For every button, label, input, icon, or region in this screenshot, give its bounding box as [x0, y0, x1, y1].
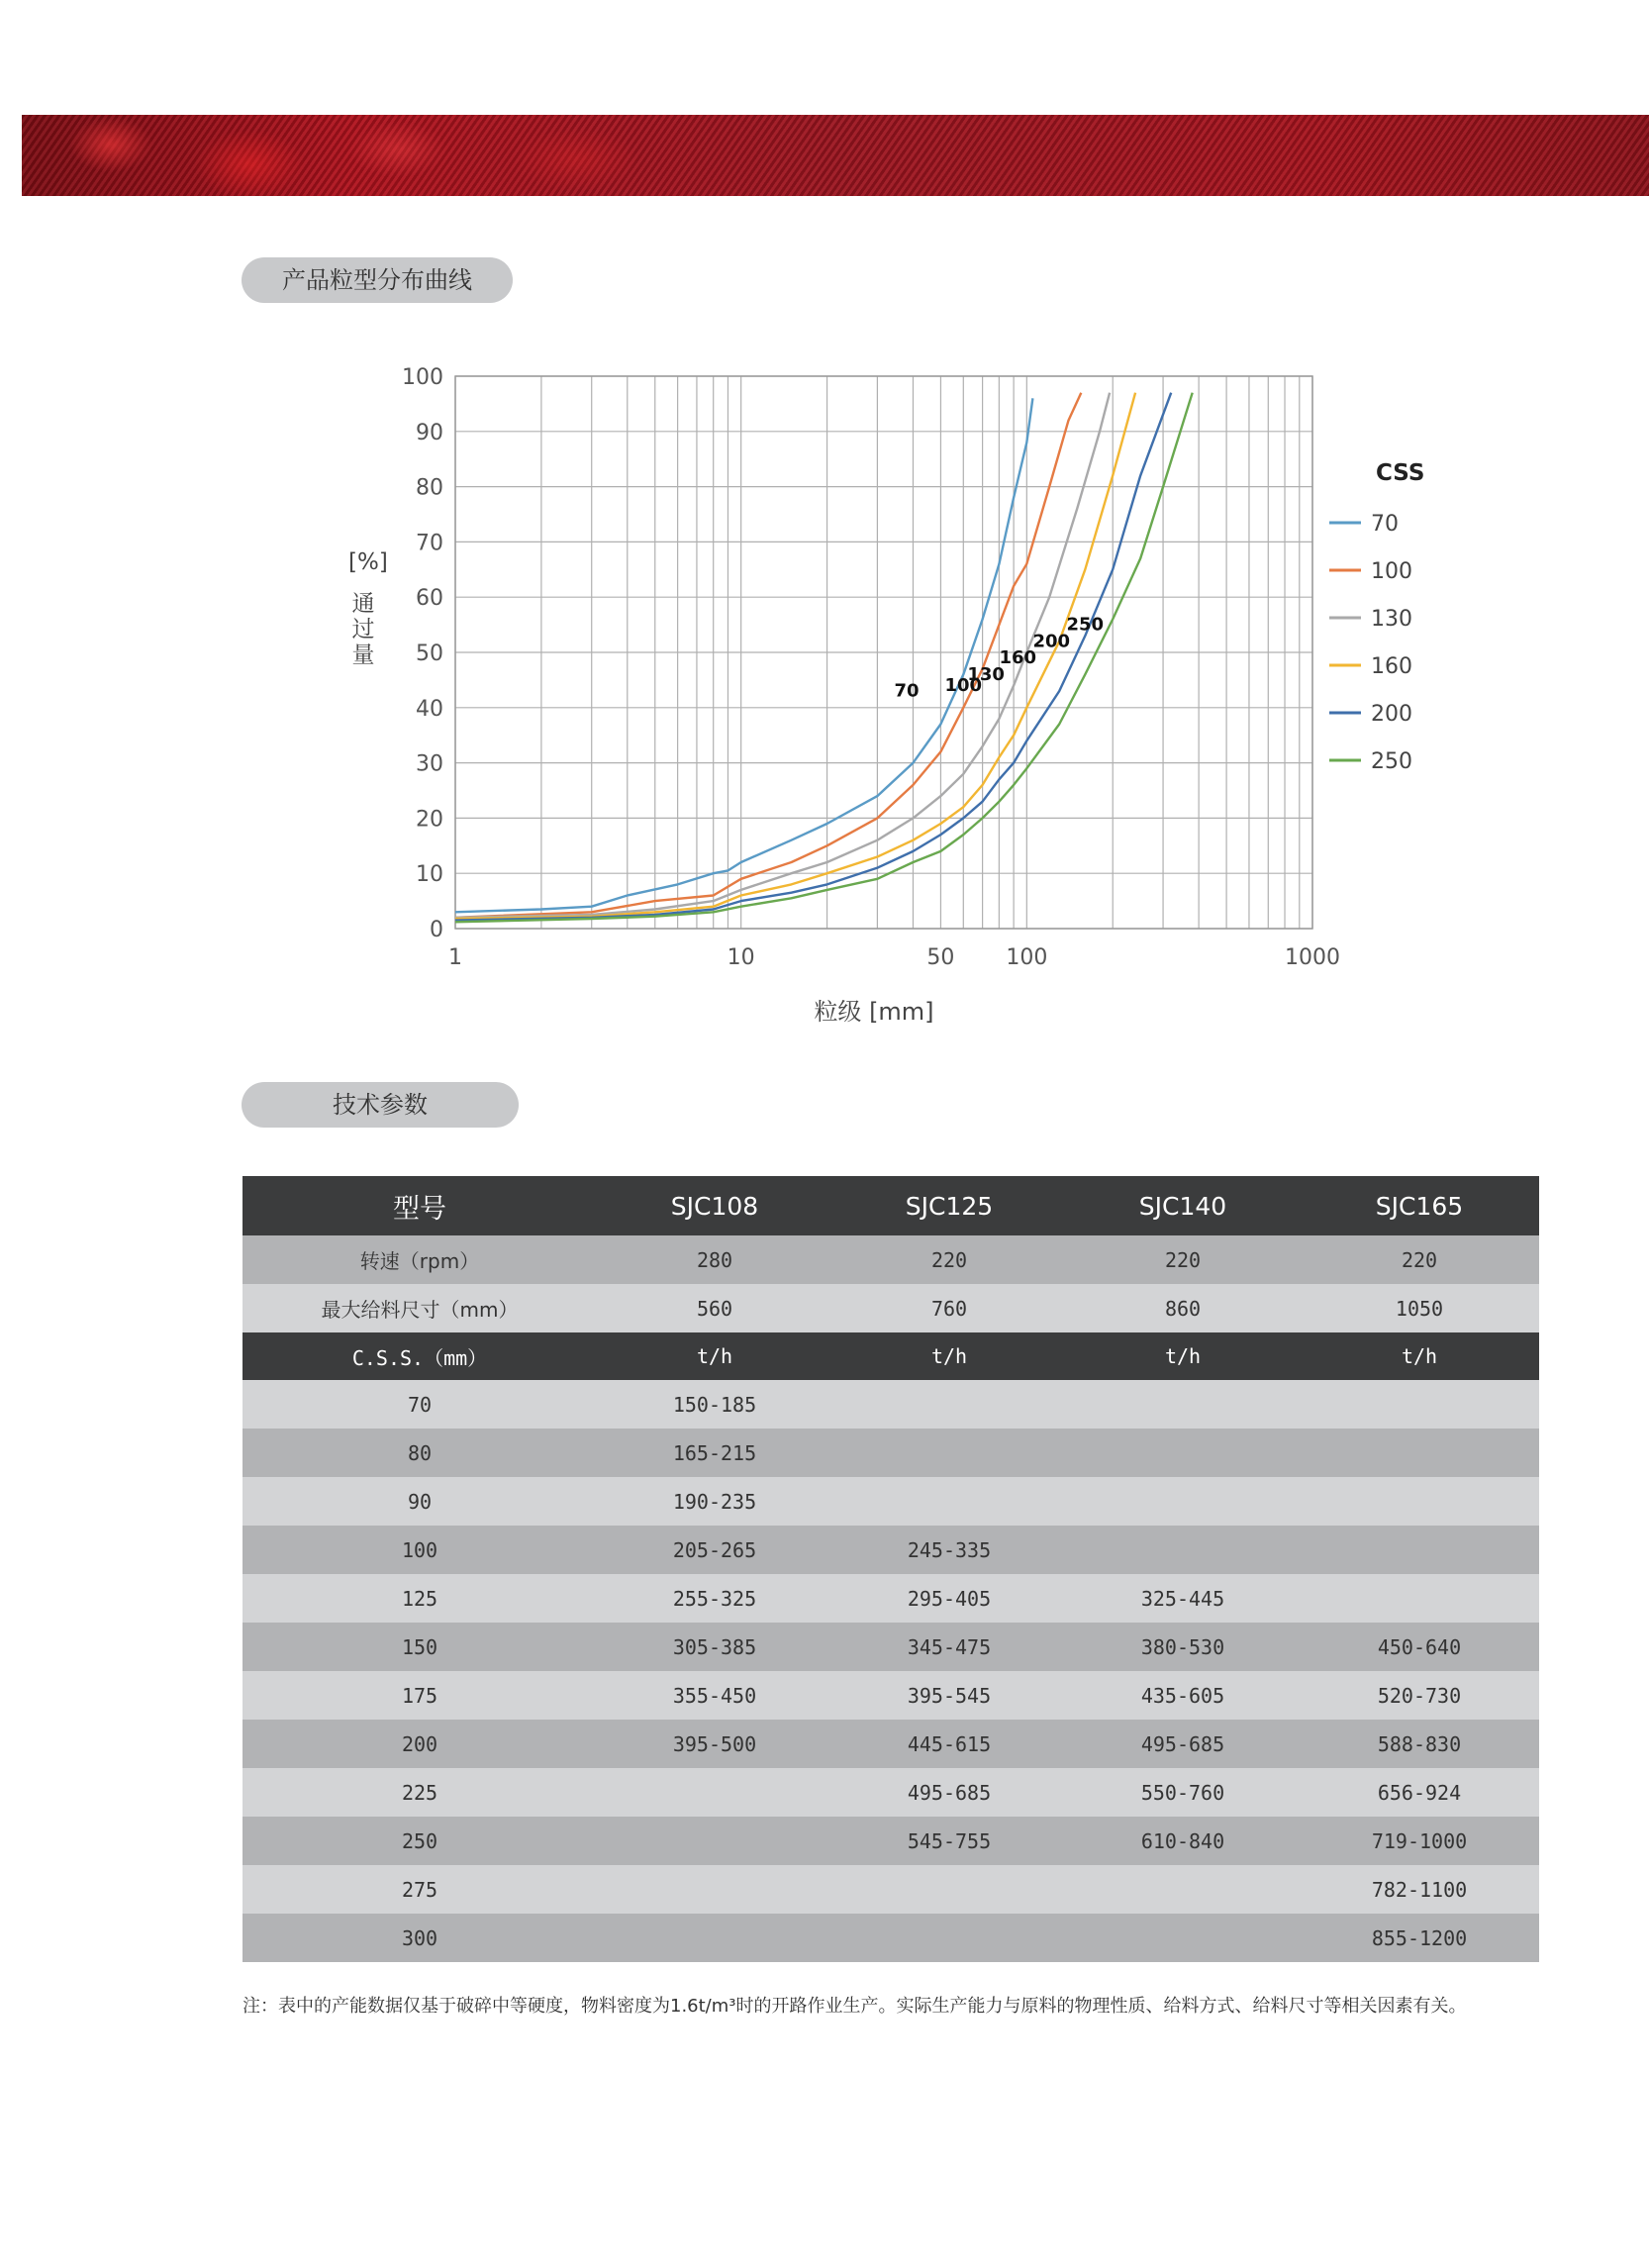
y-tick-label: 0 — [430, 918, 443, 942]
legend-label-100: 100 — [1371, 559, 1412, 584]
table-cell: 200 — [242, 1720, 597, 1768]
table-cell: 最大给料尺寸（mm） — [242, 1284, 597, 1332]
legend-label-200: 200 — [1371, 702, 1412, 727]
spec-table — [242, 1176, 1539, 1962]
table-cell: 220 — [832, 1235, 1066, 1284]
table-row — [242, 1865, 1539, 1914]
table-cell: 280 — [597, 1235, 832, 1284]
section-title-curve: 产品粒型分布曲线 — [242, 257, 513, 303]
x-tick-label: 1000 — [1285, 945, 1340, 970]
series-label-70: 70 — [894, 680, 920, 702]
table-cell: 495-685 — [1066, 1720, 1300, 1768]
x-tick-label: 1 — [448, 945, 462, 970]
y-axis-label-unit: [%] — [348, 549, 388, 575]
series-label-100: 100 — [944, 675, 983, 697]
table-cell: 80 — [242, 1429, 597, 1477]
y-tick-label: 30 — [416, 751, 443, 777]
css-header-row — [242, 1332, 1539, 1380]
table-cell: 300 — [242, 1914, 597, 1962]
particle-distribution-chart — [0, 0, 1649, 1049]
table-cell: 转速（rpm） — [242, 1235, 597, 1284]
y-tick-label: 20 — [416, 807, 443, 833]
table-cell — [1066, 1914, 1300, 1962]
series-line-200 — [455, 393, 1171, 921]
table-cell: 395-545 — [832, 1671, 1066, 1720]
table-header-row — [242, 1176, 1539, 1235]
legend-label-250: 250 — [1371, 749, 1412, 774]
table-cell: 220 — [1300, 1235, 1539, 1284]
rpm-row — [242, 1235, 1539, 1284]
table-cell: 150 — [242, 1623, 597, 1671]
table-cell: 860 — [1066, 1284, 1300, 1332]
table-row — [242, 1768, 1539, 1817]
table-cell: 205-265 — [597, 1526, 832, 1574]
table-cell — [1066, 1526, 1300, 1574]
y-tick-label: 100 — [402, 365, 443, 390]
table-cell — [832, 1477, 1066, 1526]
y-axis-label-char: 量 — [351, 642, 375, 668]
table-cell: 275 — [242, 1865, 597, 1914]
table-cell: 450-640 — [1300, 1623, 1539, 1671]
series-label-250: 250 — [1066, 614, 1105, 636]
y-tick-label: 90 — [416, 420, 443, 445]
section-title-tech: 技术参数 — [242, 1082, 519, 1128]
table-cell: 719-1000 — [1300, 1817, 1539, 1865]
table-cell — [832, 1914, 1066, 1962]
table-cell: 225 — [242, 1768, 597, 1817]
y-tick-label: 40 — [416, 696, 443, 722]
table-cell: 495-685 — [832, 1768, 1066, 1817]
table-cell — [832, 1380, 1066, 1429]
x-axis-label: 粒级 [mm] — [814, 998, 934, 1026]
table-cell: 345-475 — [832, 1623, 1066, 1671]
table-cell: 220 — [1066, 1235, 1300, 1284]
table-cell: 380-530 — [1066, 1623, 1300, 1671]
table-cell: 435-605 — [1066, 1671, 1300, 1720]
table-cell: 782-1100 — [1300, 1865, 1539, 1914]
series-label-200: 200 — [1032, 631, 1071, 652]
table-cell — [832, 1429, 1066, 1477]
table-cell — [1300, 1429, 1539, 1477]
table-cell: 550-760 — [1066, 1768, 1300, 1817]
table-cell: 760 — [832, 1284, 1066, 1332]
table-row — [242, 1429, 1539, 1477]
x-tick-label: 10 — [727, 945, 755, 970]
table-row — [242, 1720, 1539, 1768]
table-row — [242, 1477, 1539, 1526]
table-cell: C.S.S.（mm） — [242, 1332, 597, 1380]
legend-title: CSS — [1376, 460, 1425, 486]
table-cell: 610-840 — [1066, 1817, 1300, 1865]
table-cell: 1050 — [1300, 1284, 1539, 1332]
table-cell: 100 — [242, 1526, 597, 1574]
table-cell — [1300, 1526, 1539, 1574]
header-cell: SJC165 — [1300, 1176, 1539, 1235]
legend-label-160: 160 — [1371, 654, 1412, 679]
table-cell: 656-924 — [1300, 1768, 1539, 1817]
table-cell: 588-830 — [1300, 1720, 1539, 1768]
y-axis-label — [348, 549, 388, 668]
table-row — [242, 1623, 1539, 1671]
table-row — [242, 1817, 1539, 1865]
legend-label-130: 130 — [1371, 607, 1412, 632]
table-cell: t/h — [1300, 1332, 1539, 1380]
feed-size-row — [242, 1284, 1539, 1332]
legend-label-70: 70 — [1371, 512, 1399, 537]
table-cell — [1066, 1429, 1300, 1477]
table-row — [242, 1526, 1539, 1574]
table-cell: 255-325 — [597, 1574, 832, 1623]
table-cell: t/h — [1066, 1332, 1300, 1380]
header-cell: 型号 — [242, 1176, 597, 1235]
table-cell: 165-215 — [597, 1429, 832, 1477]
table-cell: t/h — [832, 1332, 1066, 1380]
table-cell: 295-405 — [832, 1574, 1066, 1623]
series-line-250 — [455, 393, 1193, 923]
table-cell: 855-1200 — [1300, 1914, 1539, 1962]
table-cell: 250 — [242, 1817, 597, 1865]
y-tick-label: 70 — [416, 531, 443, 556]
table-row — [242, 1380, 1539, 1429]
table-cell: 355-450 — [597, 1671, 832, 1720]
series-line-100 — [455, 393, 1081, 918]
y-tick-label: 80 — [416, 475, 443, 501]
table-cell — [597, 1914, 832, 1962]
table-row — [242, 1914, 1539, 1962]
table-cell: 520-730 — [1300, 1671, 1539, 1720]
x-tick-label: 100 — [1006, 945, 1048, 970]
table-cell — [1066, 1865, 1300, 1914]
y-axis-label-char: 过 — [351, 617, 375, 642]
series-label-130: 130 — [967, 663, 1005, 685]
table-cell — [597, 1865, 832, 1914]
table-cell — [1300, 1574, 1539, 1623]
table-cell — [1300, 1380, 1539, 1429]
table-cell: 125 — [242, 1574, 597, 1623]
table-cell — [1066, 1477, 1300, 1526]
table-cell: 175 — [242, 1671, 597, 1720]
footnote: 注：表中的产能数据仅基于破碎中等硬度，物料密度为1.6t/m³时的开路作业生产。实际生产能力与原料的物理性质、给料方式、给料尺寸等相关因素有关。 — [242, 1996, 1467, 2017]
x-tick-label: 50 — [926, 945, 955, 970]
y-tick-label: 60 — [416, 586, 443, 612]
table-cell — [597, 1768, 832, 1817]
header-cell: SJC108 — [597, 1176, 832, 1235]
table-cell — [1300, 1477, 1539, 1526]
table-cell — [597, 1817, 832, 1865]
y-axis-label-char: 通 — [351, 591, 375, 617]
table-cell: 190-235 — [597, 1477, 832, 1526]
table-cell: 545-755 — [832, 1817, 1066, 1865]
table-cell: 70 — [242, 1380, 597, 1429]
y-tick-label: 10 — [416, 862, 443, 888]
table-row — [242, 1671, 1539, 1720]
header-cell: SJC140 — [1066, 1176, 1300, 1235]
table-cell: 245-335 — [832, 1526, 1066, 1574]
table-cell: 395-500 — [597, 1720, 832, 1768]
table-cell: 325-445 — [1066, 1574, 1300, 1623]
series-line-70 — [455, 398, 1032, 912]
header-cell: SJC125 — [832, 1176, 1066, 1235]
table-cell: 445-615 — [832, 1720, 1066, 1768]
y-tick-label: 50 — [416, 641, 443, 666]
table-cell: 560 — [597, 1284, 832, 1332]
table-cell — [1066, 1380, 1300, 1429]
table-row — [242, 1574, 1539, 1623]
series-label-160: 160 — [999, 647, 1037, 669]
table-cell: t/h — [597, 1332, 832, 1380]
table-cell: 305-385 — [597, 1623, 832, 1671]
table-cell — [832, 1865, 1066, 1914]
table-cell: 90 — [242, 1477, 597, 1526]
table-cell: 150-185 — [597, 1380, 832, 1429]
